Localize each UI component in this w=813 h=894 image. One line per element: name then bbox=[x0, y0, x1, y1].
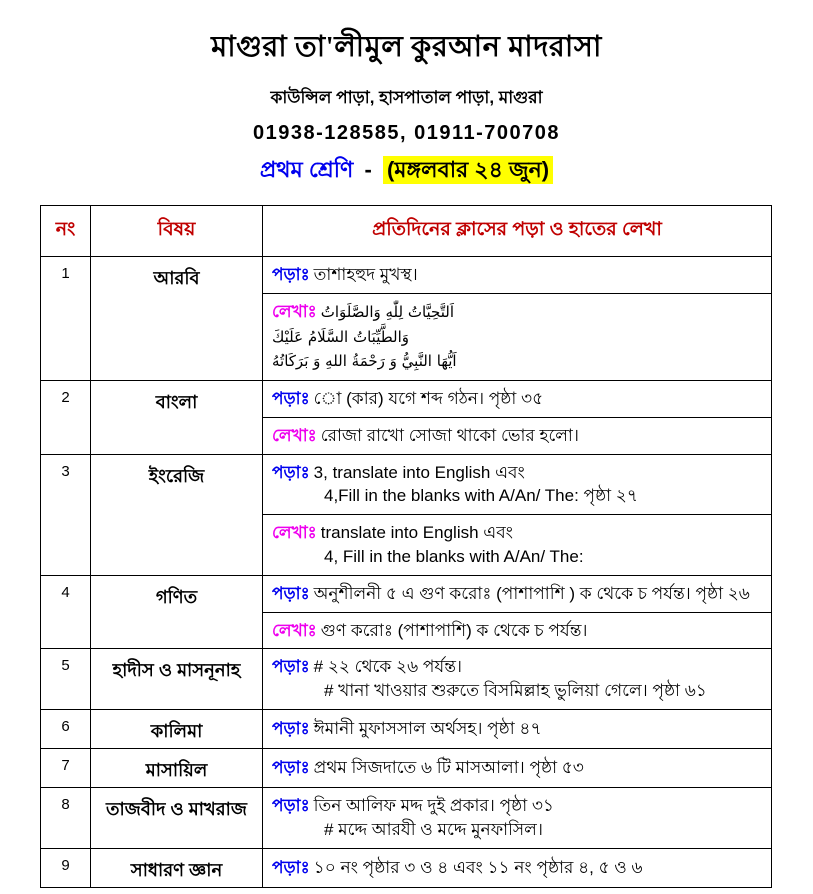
reading-text: ১০ নং পৃষ্ঠার ৩ ও ৪ এবং ১১ নং পৃষ্ঠার ৪, ৫ ও ৬ bbox=[313, 857, 643, 877]
reading-cell bbox=[263, 649, 772, 710]
reading-label: পড়াঃ bbox=[272, 719, 310, 739]
subject-cell: কালিমা bbox=[91, 710, 263, 749]
class-date-highlight: (মঙ্গলবার ২৪ জুন) bbox=[383, 156, 553, 184]
serial-cell: 2 bbox=[41, 381, 91, 455]
writing-cell bbox=[263, 293, 772, 380]
reading-label: পড়াঃ bbox=[272, 796, 310, 816]
writing-label: লেখাঃ bbox=[272, 620, 317, 640]
column-header-subject: বিষয় bbox=[91, 206, 263, 257]
class-name: প্রথম শ্রেণি bbox=[259, 157, 354, 182]
table-row bbox=[41, 848, 772, 887]
reading-label: পড়াঃ bbox=[272, 857, 310, 877]
subject-cell: তাজবীদ ও মাখরাজ bbox=[91, 788, 263, 849]
school-address: কাউন্সিল পাড়া, হাসপাতাল পাড়া, মাগুরা bbox=[270, 88, 543, 107]
table-row bbox=[41, 710, 772, 749]
reading-cell bbox=[263, 257, 772, 294]
writing-text: গুণ করোঃ (পাশাপাশি) ক থেকে চ পর্যন্ত। bbox=[320, 620, 588, 640]
document-header bbox=[0, 0, 813, 190]
serial-cell: 9 bbox=[41, 848, 91, 887]
class-separator: - bbox=[364, 157, 372, 182]
subject-cell: ইংরেজি bbox=[91, 454, 263, 575]
reading-label: পড়াঃ bbox=[272, 657, 310, 677]
arabic-text-line: اَيُّهَا النَّبِيُّ وَ رَحْمَةُ اللهِ وَ بَرَكَاتُهُ bbox=[272, 352, 457, 371]
reading-text: তাশাহহুদ মুখস্থ। bbox=[313, 265, 418, 284]
subject-cell: আরবি bbox=[91, 257, 263, 381]
schedule-table bbox=[40, 205, 772, 888]
reading-cell bbox=[263, 710, 772, 749]
serial-cell: 8 bbox=[41, 788, 91, 849]
writing-cell bbox=[263, 612, 772, 649]
serial-cell: 5 bbox=[41, 649, 91, 710]
reading-cell bbox=[263, 749, 772, 788]
reading-label: পড়াঃ bbox=[272, 462, 310, 482]
phone-numbers: 01938-128585, 01911-700708 bbox=[252, 122, 561, 144]
writing-text: রোজা রাখো সোজা থাকো ভোর হলো। bbox=[320, 425, 579, 445]
reading-cell bbox=[263, 788, 772, 849]
serial-cell: 1 bbox=[41, 257, 91, 381]
serial-cell: 3 bbox=[41, 454, 91, 575]
writing-text: translate into English এবং bbox=[320, 523, 513, 543]
reading-label: পড়াঃ bbox=[272, 758, 310, 778]
reading-text: তিন আলিফ মদ্দ দুই প্রকার। পৃষ্ঠা ৩১ bbox=[313, 796, 554, 816]
table-row bbox=[41, 454, 772, 515]
reading-text: প্রথম সিজদাতে ৬ টি মাসআলা। পৃষ্ঠা ৫৩ bbox=[313, 758, 584, 778]
arabic-text-line: وَالطَّيِّبَاتُ السَّلَامُ عَلَيْكَ bbox=[272, 327, 410, 346]
table-row bbox=[41, 257, 772, 294]
table-header-row bbox=[41, 206, 772, 257]
subject-cell: সাধারণ জ্ঞান bbox=[91, 848, 263, 887]
reading-label: পড়াঃ bbox=[272, 265, 310, 284]
reading-text: অনুশীলনী ৫ এ গুণ করোঃ (পাশাপাশি ) ক থেকে চ পর্যন্ত। পৃষ্ঠা ২৬ bbox=[313, 583, 750, 603]
class-line bbox=[0, 153, 813, 190]
column-header-serial: নং bbox=[41, 206, 91, 257]
reading-cell bbox=[263, 381, 772, 418]
arabic-text-line: اَلتَّحِيَّاتُ لِلّٰهِ وَالصَّلَوَاتُ bbox=[320, 302, 455, 321]
reading-cell bbox=[263, 575, 772, 612]
reading-cell bbox=[263, 454, 772, 515]
writing-label: লেখাঃ bbox=[272, 301, 317, 321]
reading-text: ঈমানী মুফাসসাল অর্থসহ। পৃষ্ঠা ৪৭ bbox=[313, 719, 542, 739]
reading-label: পড়াঃ bbox=[272, 389, 310, 409]
reading-text: ো (কার) যগে শব্দ গঠন। পৃষ্ঠা ৩৫ bbox=[313, 389, 544, 409]
reading-text-continued: 4,Fill in the blanks with A/An/ The: পৃষ্ঠা ২৭ bbox=[324, 486, 638, 506]
subject-cell: মাসায়িল bbox=[91, 749, 263, 788]
reading-label: পড়াঃ bbox=[272, 583, 310, 603]
writing-text-continued: 4, Fill in the blanks with A/An/ The: bbox=[324, 547, 584, 567]
serial-cell: 6 bbox=[41, 710, 91, 749]
reading-cell bbox=[263, 848, 772, 887]
writing-cell bbox=[263, 417, 772, 454]
table-row bbox=[41, 381, 772, 418]
serial-cell: 7 bbox=[41, 749, 91, 788]
reading-text: # ২২ থেকে ২৬ পর্যন্ত। bbox=[313, 657, 462, 677]
writing-cell bbox=[263, 515, 772, 576]
subject-cell: হাদীস ও মাসনূনাহ bbox=[91, 649, 263, 710]
writing-label: লেখাঃ bbox=[272, 523, 317, 543]
school-name: মাগুরা তা'লীমুল কুরআন মাদরাসা bbox=[211, 31, 602, 63]
writing-label: লেখাঃ bbox=[272, 425, 317, 445]
reading-text-continued: # খানা খাওয়ার শুরুতে বিসমিল্লাহ ভুলিয়া গেলে। পৃষ্ঠা ৬১ bbox=[324, 681, 707, 701]
reading-text-continued: # মদ্দে আরযী ও মদ্দে মুনফাসিল। bbox=[324, 819, 543, 839]
table-row bbox=[41, 575, 772, 612]
subject-cell: বাংলা bbox=[91, 381, 263, 455]
reading-text: 3, translate into English এবং bbox=[313, 462, 525, 482]
table-row bbox=[41, 649, 772, 710]
table-row bbox=[41, 749, 772, 788]
subject-cell: গণিত bbox=[91, 575, 263, 649]
column-header-details: প্রতিদিনের ক্লাসের পড়া ও হাতের লেখা bbox=[263, 206, 772, 257]
serial-cell: 4 bbox=[41, 575, 91, 649]
table-row bbox=[41, 788, 772, 849]
